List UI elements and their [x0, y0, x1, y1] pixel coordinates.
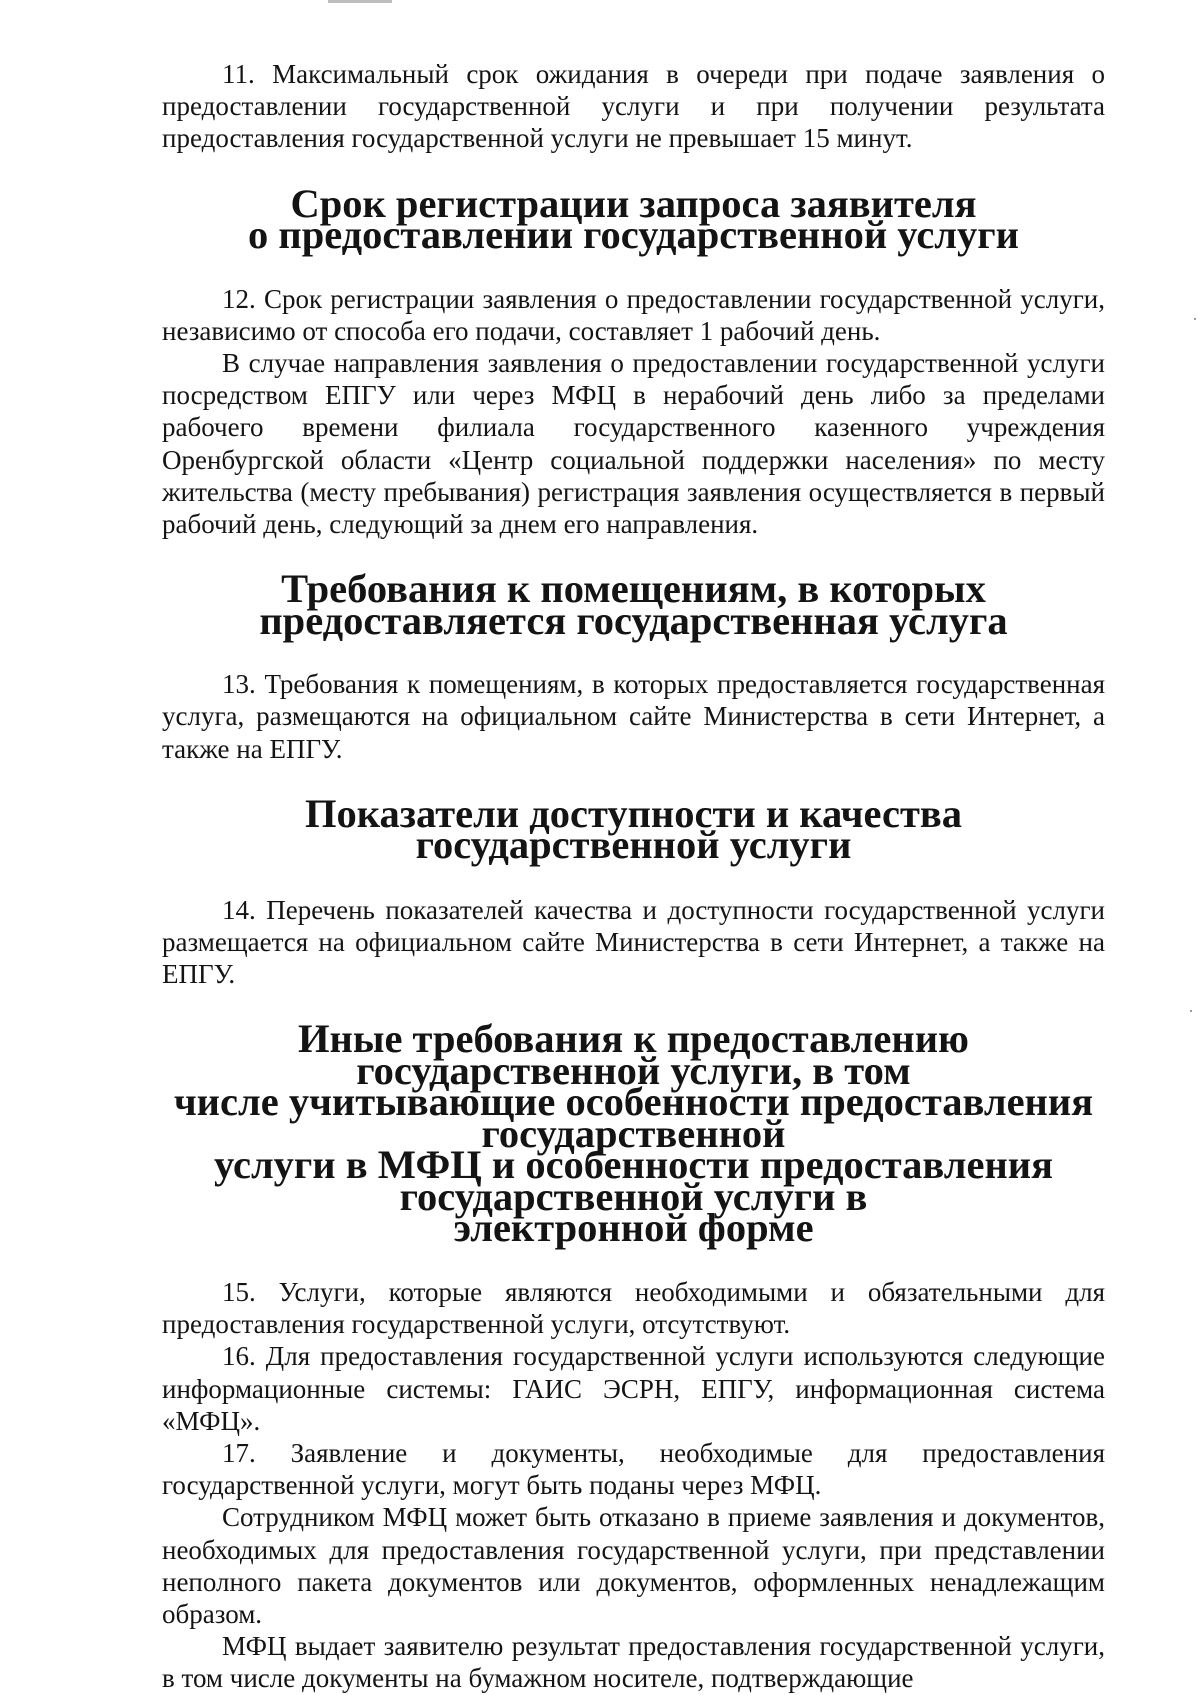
scan-speck	[1194, 318, 1196, 320]
heading-availability-indicators: Показатели доступности и качества государственной услуги	[305, 790, 962, 868]
paragraph-11: 11. Максимальный срок ожидания в очереди при подаче заявления о предоставлении государственной услуги и при получении результата предоставления государственной услуги не превышает 15 минут.	[162, 59, 1105, 154]
paragraph-13: 13. Требования к помещениям, в которых предоставляется государственная услуга, размещаются на официальном сайте Министерства в сети Интернет, а также на ЕПГУ.	[162, 669, 1105, 764]
scan-edge-mark	[328, 0, 392, 3]
paragraph-17: 17. Заявление и документы, необходимые для предоставления государственной услуги, могут быть поданы через МФЦ.	[162, 1437, 1105, 1501]
document-page	[162, 58, 1105, 1695]
paragraph-14: 14. Перечень показателей качества и доступности государственной услуги размещается на официальном сайте Министерства в сети Интернет, а также на ЕПГУ.	[162, 894, 1105, 990]
paragraph-16: 16. Для предоставления государственной услуги используются следующие информационные системы: ГАИС ЭСРН, ЕПГУ, информационная система «МФЦ».	[162, 1341, 1105, 1436]
heading-premises-requirements: Требования к помещениям, в которых предоставляется государственная услуга	[259, 566, 1008, 643]
paragraph-12: 12. Срок регистрации заявления о предоставлении государственной услуги, независимо от способа его подачи, составляет 1 рабочий день.	[162, 283, 1105, 346]
paragraph-17-refusal: Сотрудником МФЦ может быть отказано в приеме заявления и документов, необходимых для предоставления государственной услуги, при представлении неполного пакета документов или документов, оформленных ненадлежащим образом.	[162, 1502, 1105, 1629]
paragraph-12-continued: В случае направления заявления о предоставлении государственной услуги посредством ЕПГУ или через МФЦ в нерабочий день либо за пределами рабочего времени филиала государственного казенного учреждения Оренбургской области «Центр социальной поддержки населения» по месту жительства (месту пребывания) регистрация заявления осуществляется в первый рабочий день, следующий за днем его направления.	[162, 348, 1105, 540]
heading-registration-line: Срок регистрации запроса заявителя о предоставлении государственной услуги	[247, 180, 1019, 258]
heading-registration-term	[162, 180, 1105, 258]
scan-speck	[1190, 1010, 1192, 1012]
heading-other-requirements	[162, 1016, 1105, 1251]
paragraph-17-result: МФЦ выдает заявителю результат предоставления государственной услуги, в том числе документы на бумажном носителе, подтверждающие	[162, 1631, 1105, 1694]
paragraph-15: 15. Услуги, которые являются необходимыми и обязательными для предоставления государственной услуги, отсутствуют.	[162, 1276, 1105, 1340]
heading-other-lines: Иные требования к предоставлению государственной услуги, в том числе учитывающие особенности предоставления государственной услуги в МФЦ и особенности предоставления государственной услуги в электронной форме	[173, 1016, 1094, 1251]
